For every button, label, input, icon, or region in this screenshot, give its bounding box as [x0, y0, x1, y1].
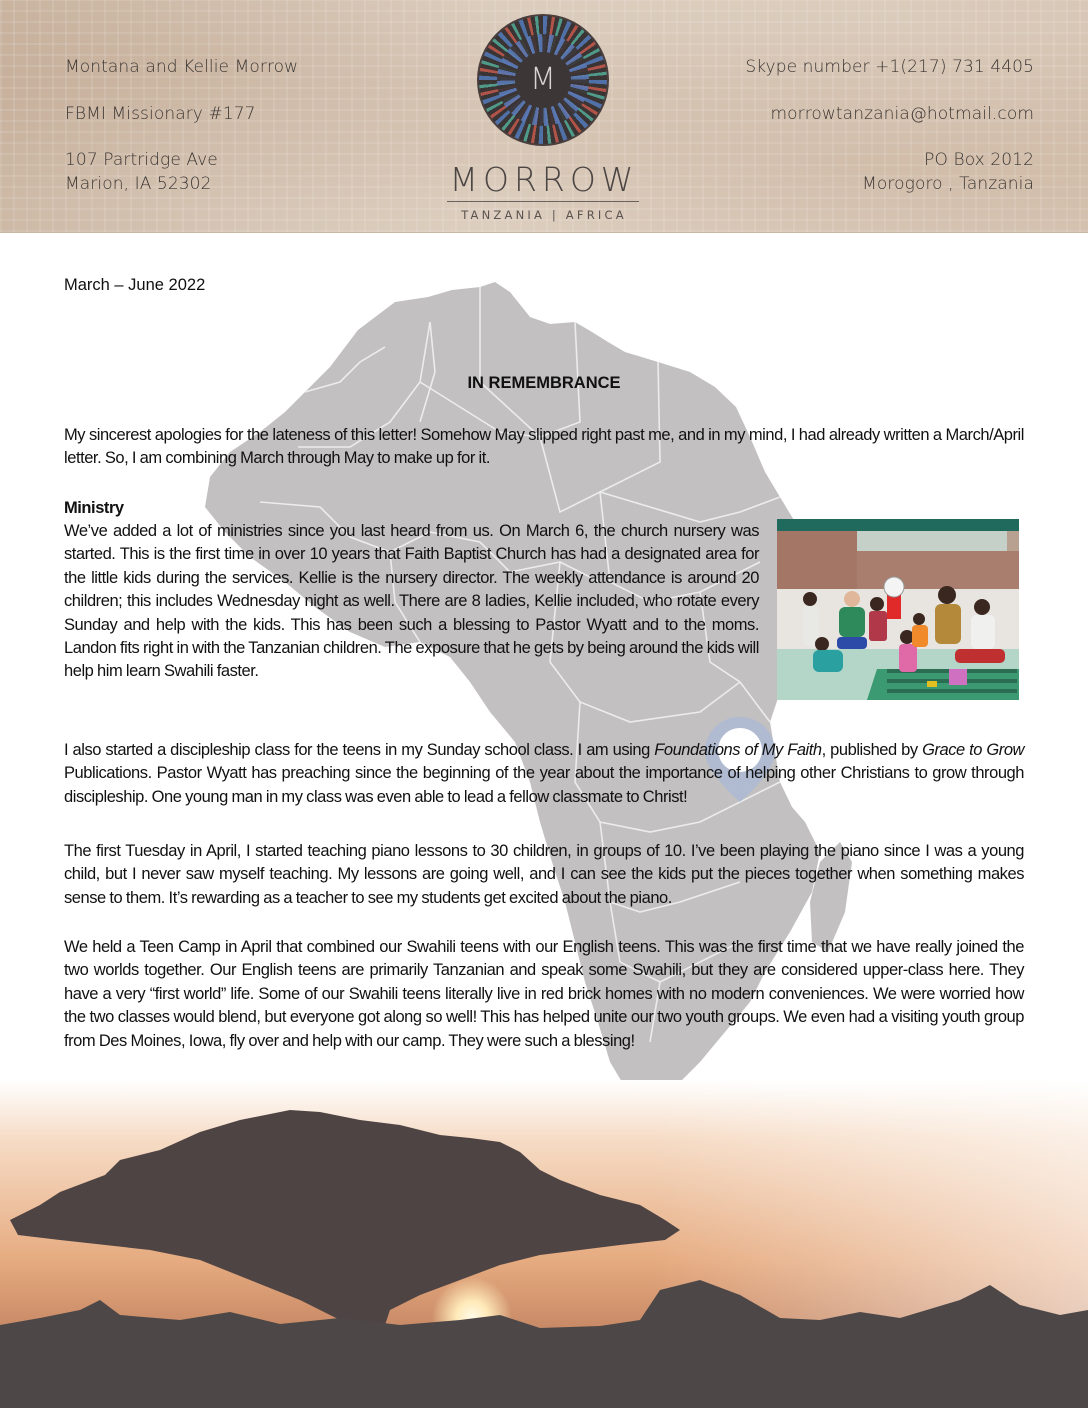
piano-paragraph: The first Tuesday in April, I started teaching piano lessons to 30 children, in groups of 10. I’ve been playing the piano since I was a young child, but I never saw myself teaching. My lessons are going well, and I can see the kids put the pieces together when something makes sense to them. It’s rewarding as a teacher to see my students get excited about the piano.: [64, 842, 1024, 907]
nursery-photo: [777, 519, 1019, 700]
letter-title: IN REMEMBRANCE: [467, 374, 621, 392]
city-country: Morogoro , Tanzania: [862, 174, 1034, 194]
book-title: Foundations of My Faith: [654, 741, 822, 759]
letter-date: March – June 2022: [64, 276, 206, 294]
publisher-name: Grace to Grow: [922, 741, 1025, 759]
discipleship-paragraph: [64, 739, 1024, 809]
acacia-sunset-image: [0, 1080, 1088, 1408]
nursery-photo-image: [777, 519, 1019, 700]
discipleship-text-3: Publications. Pastor Wyatt has preaching since the beginning of the year about the importance of helping other Christians to grow through discipleship. One young man in my class was even able to lead a fellow classmate to Christ!: [64, 764, 1024, 806]
po-box: PO Box 2012: [924, 150, 1034, 170]
email-address[interactable]: morrowtanzania@hotmail.com: [770, 104, 1034, 124]
brand-divider: [447, 201, 639, 202]
brand-subtitle: TANZANIA | AFRICA: [461, 208, 627, 222]
sender-names: Montana and Kellie Morrow: [65, 57, 299, 77]
intro-paragraph: My sincerest apologies for the lateness of this letter! Somehow May slipped right past me, and in my mind, I had already written a March/April letter. So, I am combining March through May to make up for it.: [64, 426, 1024, 468]
skype-number: Skype number +1(217) 731 4405: [745, 57, 1034, 77]
us-address-line2: Marion, IA 52302: [65, 174, 212, 194]
brand-name: MORROW: [449, 160, 639, 199]
logo-monogram: M: [530, 62, 556, 97]
ministry-heading: Ministry: [64, 499, 124, 517]
us-address-line1: 107 Partridge Ave: [65, 150, 218, 170]
missionary-number: FBMI Missionary #177: [65, 104, 256, 124]
teen-camp-paragraph: We held a Teen Camp in April that combined our Swahili teens with our English teens. This was the first time that we have really joined the two worlds together. Our English teens are primarily Tanzanian and speak some Swahili, but they are considered upper-class here. They have a very “first world” life. Some of our Swahili teens literally live in red brick homes with no modern conveniences. We were worried how the two classes would blend, but everyone got along so well! This has helped unite our two youth groups. We even had a visiting youth group from Des Moines, Iowa, fly over and help with our camp. They were such a blessing!: [64, 938, 1024, 1050]
letterhead: [0, 0, 1088, 233]
nursery-paragraph: We’ve added a lot of ministries since you last heard from us. On March 6, the church nursery was started. This is the first time in over 10 years that Faith Baptist Church has had a designated area for the little kids during the services. Kellie is the nursery director. The weekly attendance is around 20 children; this includes Wednesday night as well. There are 8 ladies, Kellie included, who rotate every Sunday and help with the kids. This has been such a blessing to Pastor Wyatt and to the moms. Landon fits right in with the Tanzanian children. The exposure that he gets by being around the kids will help him learn Swahili faster.: [64, 522, 759, 681]
discipleship-text-2: , published by: [821, 741, 923, 759]
discipleship-text-1: I also started a discipleship class for the teens in my Sunday school class. I am using: [64, 741, 655, 759]
